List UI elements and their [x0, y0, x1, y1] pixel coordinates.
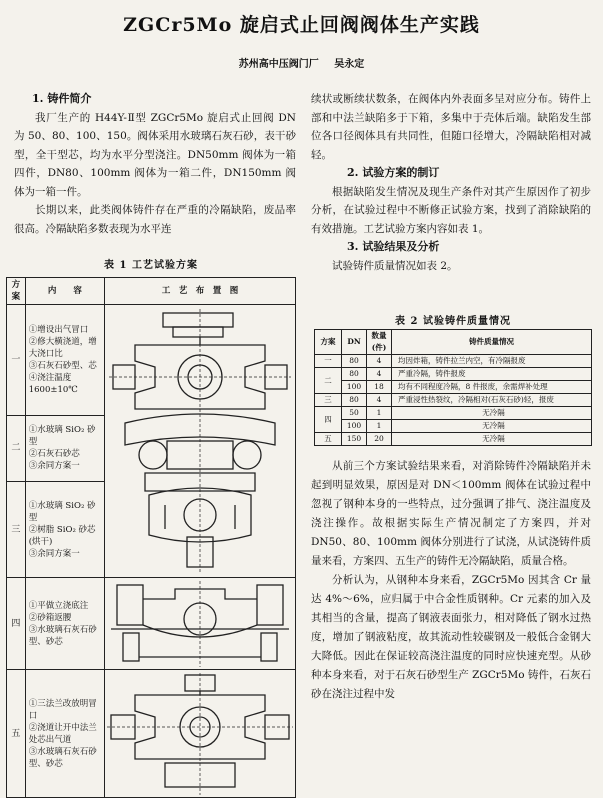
cell-qty: 4	[367, 355, 392, 368]
scheme-content	[25, 482, 104, 578]
scheme-content	[25, 670, 104, 798]
cell-dn: 80	[342, 394, 367, 407]
cell-qty: 18	[367, 381, 392, 394]
table-header-cell: 方案	[7, 278, 26, 305]
author-affiliation: 苏州高中压阀门厂	[238, 59, 319, 70]
table-header-row	[7, 278, 296, 305]
cell-desc: 严重冷隔，铸件报废	[392, 368, 592, 381]
content-item: ③余同方案一	[28, 461, 80, 472]
paragraph: 根据缺陷发生情况及现生产条件对其产生原因作了初步分析，在试验过程中不断修正试验方案，找到了消除缺陷的有效措施。工艺试验方案内容如表 1。	[311, 185, 591, 235]
cell-qty: 1	[367, 420, 392, 433]
content-item: ②砂箱返腰	[28, 612, 72, 623]
table-header-cell: 方案	[315, 330, 342, 355]
content-item: ①水玻璃 SiO₂ 砂型	[28, 425, 96, 448]
scheme-id: 四	[7, 578, 26, 670]
content-item: ④浇注温度 1600±10℃	[28, 372, 78, 395]
cell-scheme: 五	[315, 433, 342, 446]
cell-dn: 80	[342, 368, 367, 381]
table-row	[315, 381, 592, 394]
cell-dn: 100	[342, 420, 367, 433]
cell-qty: 4	[367, 368, 392, 381]
cell-scheme: 四	[315, 407, 342, 433]
scheme-content	[25, 415, 104, 481]
paragraph: 分析认为，从钢种本身来看，ZGCr5Mo 因其含 Cr 量达 4%～6%，应归属于中合金性质钢种。Cr 元素的加入及其相当的含量，提高了钢液表面张力，相对降低了钢水过热度，增加了钢液粘度，故其流动性较碳钢及一般低合金钢大大降低。因此在保证较高浇注温度的同时应快速充型。从砂种本身来看，对于石灰石砂型生产 ZGCr5Mo 铸件，石灰石砂在浇注过程中发	[311, 574, 591, 700]
content-item: ③水玻璃石灰石砂型、砂芯	[28, 624, 97, 647]
scheme-content	[25, 305, 104, 416]
table-1	[6, 260, 296, 798]
content-item: ②石灰石砂芯	[28, 449, 80, 460]
author-name: 吴永定	[334, 59, 365, 70]
section-heading-1: 1. 铸件简介	[32, 92, 92, 105]
table-row	[7, 670, 296, 798]
cell-desc: 严重浸性热裂纹，冷隔相对(石灰石砂)轻，报废	[392, 394, 592, 407]
table-2	[314, 308, 592, 446]
table-row	[7, 578, 296, 670]
cell-dn: 80	[342, 355, 367, 368]
table-row	[315, 407, 592, 420]
table-header-cell: 数量(件)	[367, 330, 392, 355]
table-header-row	[315, 330, 592, 355]
table-row	[315, 394, 592, 407]
page-title: ZGCr5Mo 旋启式止回阀阀体生产实践	[123, 14, 480, 36]
process-diagram	[104, 578, 295, 670]
table-row	[315, 433, 592, 446]
section-heading-2: 2. 试验方案的制订	[347, 166, 440, 179]
cell-scheme: 一	[315, 355, 342, 368]
paragraph: 我厂生产的 H44Y-Ⅱ型 ZGCr5Mo 旋启式止回阀 DN 为 50、80、100、150。阀体采用水玻璃石灰石砂，表干砂型，全干型芯，均为水平分型浇注。DN50mm 阀体为一箱四件，DN80、100mm 阀体为一箱二件，DN150mm 阀体为一箱一件。	[14, 111, 296, 198]
section-heading-3: 3. 试验结果及分析	[347, 240, 440, 253]
table-header-cell: 内 容	[25, 278, 104, 305]
right-column-lower	[311, 457, 591, 704]
scheme-id: 五	[7, 670, 26, 798]
cell-desc: 均有不同程度冷隔，8 件报废，余需焊补处理	[392, 381, 592, 394]
content-item: ③水玻璃石灰石砂型、砂芯	[28, 746, 97, 769]
cell-dn: 100	[342, 381, 367, 394]
content-item: ③石灰石砂型、芯	[28, 360, 97, 371]
scheme-content	[25, 578, 104, 670]
cell-scheme: 二	[315, 368, 342, 394]
right-column	[311, 90, 591, 275]
paragraph: 从前三个方案试验结果来看，对消除铸件冷隔缺陷并未起到明显效果，原因是对 DN＜100mm 阀体在试验过程中忽视了钢种本身的一些特点，过分强调了排气、浇注温度及浇注操作。故根据实际生产情况制定了方案四，并对 DN50、80、100mm 阀体分别进行了试浇，从试浇铸件质量来看，方案四、五生产的铸件无冷隔缺陷，质量合格。	[311, 460, 591, 567]
cell-dn: 150	[342, 433, 367, 446]
cell-desc: 无冷隔	[392, 420, 592, 433]
bottom-pouring-drawing	[105, 579, 295, 669]
paragraph: 长期以来，此类阀体铸件存在严重的冷隔缺陷，废品率很高。冷隔缺陷多数表现为水平连	[14, 204, 296, 235]
cell-desc: 均因炸箱，铸件拉兰内空，有冷隔报废	[392, 355, 592, 368]
scheme-id: 三	[7, 482, 26, 578]
content-item: ②修大横浇道，增大浇口比	[28, 336, 97, 359]
paragraph: 试验铸件质量情况如表 2。	[332, 259, 458, 272]
cell-dn: 50	[342, 407, 367, 420]
table-2-caption: 表 2 试验铸件质量情况	[395, 316, 511, 327]
content-item: ②浇道让开中法兰处芯出气道	[28, 722, 97, 745]
table-1-caption: 表 1 工艺试验方案	[104, 260, 198, 271]
paragraph: 续状或断续状数条，在阀体内外表面多呈对应分布。铸件上部和中法兰缺陷多于下箱，多集中于壳体后端。缺陷发生部位各口径阀体具有共同性，但随口径增大，冷隔缺陷相对减轻。	[311, 93, 591, 161]
content-item: ①平做立浇底注	[28, 600, 89, 611]
table-row	[315, 355, 592, 368]
left-column	[14, 90, 296, 238]
table-row	[7, 305, 296, 416]
content-item: ①水玻璃 SiO₂ 砂型	[28, 500, 96, 523]
content-item: ①增设出气冒口	[28, 324, 89, 335]
scheme-id: 二	[7, 415, 26, 481]
author-line	[0, 55, 603, 70]
cell-scheme: 三	[315, 394, 342, 407]
cell-desc: 无冷隔	[392, 407, 592, 420]
table-header-cell: 工 艺 布 置 图	[104, 278, 295, 305]
content-item: ②树脂 SiO₂ 砂芯(烘干)	[28, 524, 96, 547]
cell-qty: 20	[367, 433, 392, 446]
cell-qty: 1	[367, 407, 392, 420]
scheme-id: 一	[7, 305, 26, 416]
content-item: ③余同方案一	[28, 548, 80, 559]
table-row	[315, 420, 592, 433]
table-header-cell: DN	[342, 330, 367, 355]
table-header-cell: 铸件质量情况	[392, 330, 592, 355]
cell-qty: 4	[367, 394, 392, 407]
process-diagram	[104, 670, 295, 798]
table-row	[315, 368, 592, 381]
valve-body-layout-drawing	[105, 305, 295, 577]
cell-desc: 无冷隔	[392, 433, 592, 446]
process-diagram	[104, 305, 295, 578]
open-riser-drawing	[105, 671, 295, 797]
content-item: ①三法兰改放明冒口	[28, 698, 97, 721]
